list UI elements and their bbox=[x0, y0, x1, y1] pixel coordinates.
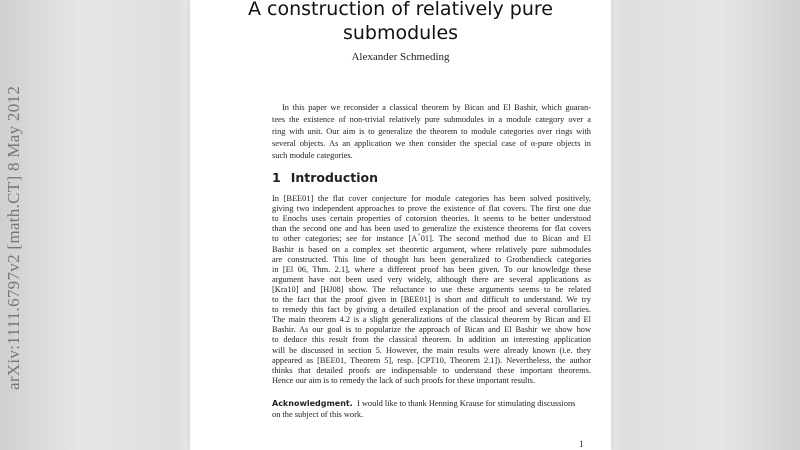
text-line: Hence our aim is to remedy the lack of such proofs for these important results. bbox=[272, 375, 536, 385]
title-line: A construction of relatively pure bbox=[247, 0, 553, 20]
text-line: [Kra10] and [HJ08] show. The reluctance to use these arguments seems to be related bbox=[272, 284, 591, 294]
text-line: ring with unit. Our aim is to generalize the theorem to module categories over rings with bbox=[272, 127, 591, 136]
text-line: thinks that detailed proofs are indispensable to understand these important theorems. bbox=[272, 365, 591, 375]
section-heading bbox=[272, 170, 388, 185]
text-line: argument have not been used very widely, although there are several applications as bbox=[272, 274, 591, 284]
text-line: such module categories. bbox=[272, 151, 353, 160]
page-number: 1 bbox=[579, 439, 584, 449]
text-line: several objects. As an application we then consider the special case of α-pure objects in bbox=[272, 139, 591, 148]
author: Alexander Schmeding bbox=[351, 51, 450, 63]
acknowledgment-text: I would like to thank Henning Krause for stimulating discussions bbox=[356, 399, 576, 408]
paper-title bbox=[190, 0, 611, 45]
arxiv-identifier: arXiv:1111.6797v2 [math.CT] 8 May 2012 bbox=[4, 85, 23, 390]
text-line: to Enochs uses certain properties of cotorsion theories. It seems to be better understood bbox=[272, 214, 591, 224]
text-line: Bashir. As our goal is to popularize the approach of Bican and El Bashir we show how bbox=[272, 325, 591, 335]
acknowledgment-heading: Acknowledgment. bbox=[272, 399, 353, 408]
section-title: Introduction bbox=[290, 170, 378, 185]
text-line: appeared as [BEE01, Theorem 5], resp. [CPT10, Theorem 2.1]). Nevertheless, the author bbox=[272, 355, 591, 365]
text-line: The main theorem 4.2 is a slight generalizations of the classical theorem by Bican and El bbox=[272, 315, 591, 325]
section-number: 1 bbox=[272, 170, 281, 185]
superscript: + bbox=[417, 233, 421, 240]
text-line: will be discussed in section 5. However, the main results were already known (i.e. they bbox=[272, 345, 591, 355]
text-line: Bashir is based on a complex set theoretic argument, where relatively pure submodules bbox=[272, 244, 591, 254]
text-line: in [El 06, Thm. 2.1], where a different proof has been given. To our knowledge these bbox=[272, 264, 591, 274]
paper-page bbox=[190, 0, 611, 450]
text-line: to other categories; see for instance [A+01]. The second method due to Bican and El bbox=[272, 233, 591, 244]
text-line: than the second one and has been used to generalize the existence theorems for flat covers bbox=[272, 224, 591, 234]
text-line: tees the existence of non-trivial relatively pure submodules in a module category over a bbox=[272, 115, 591, 124]
text-line: to remedy this fact by giving a detailed explanation of the proof and several corollaries. bbox=[272, 305, 591, 315]
title-line: submodules bbox=[342, 22, 459, 44]
text-line: are constructed. This line of thought has been generalized to Grothendieck categories bbox=[272, 254, 591, 264]
acknowledgment-line bbox=[272, 399, 591, 409]
text-line: In [BEE01] the flat cover conjecture for module categories has been solved positively, bbox=[272, 194, 591, 203]
text-line: In this paper we reconsider a classical theorem by Bican and El Bashir, which guaran- bbox=[282, 103, 591, 112]
text-line: to deduce this result from the classical theorem. In addition an interesting application bbox=[272, 335, 591, 345]
text-line: to the fact that the proof given in [BEE01] is short and difficult to understand. We try bbox=[272, 295, 591, 304]
text-line: giving two independent approaches to prove the existence of flat covers. The first one due bbox=[272, 204, 591, 214]
acknowledgment-line: on the subject of this work. bbox=[272, 410, 364, 419]
